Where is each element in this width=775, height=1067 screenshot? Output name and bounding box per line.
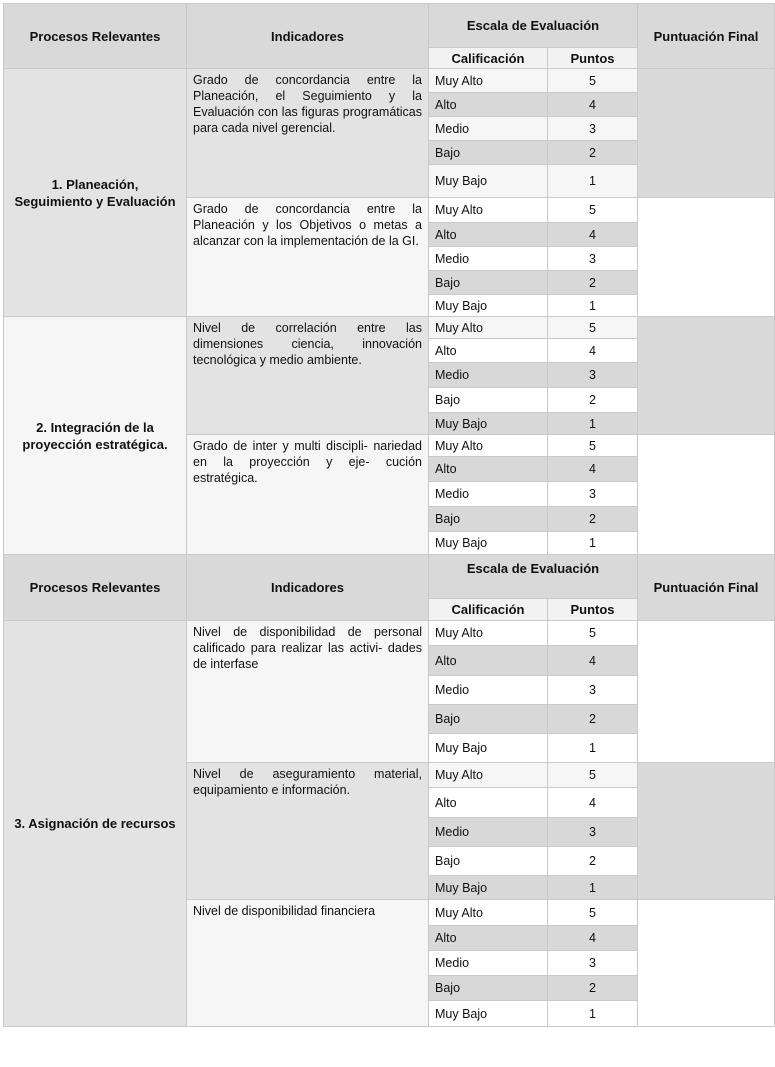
rating-points: 5 bbox=[548, 900, 638, 926]
header-calificacion-repeat: Calificación bbox=[429, 599, 548, 621]
rating-points: 5 bbox=[548, 198, 638, 223]
header-procesos: Procesos Relevantes bbox=[4, 4, 187, 69]
rating-points: 3 bbox=[548, 117, 638, 141]
indicator-text: Grado de concordancia entre la Planeación y los Objetivos o metas a alcanzar con la implementación de la GI. bbox=[187, 198, 429, 317]
rating-label: Muy Bajo bbox=[429, 734, 548, 763]
rating-label: Muy Bajo bbox=[429, 532, 548, 555]
indicator-text: Grado de inter y multi discipli- nariedad en la proyección y eje- cución estratégica. bbox=[187, 435, 429, 555]
rating-points: 2 bbox=[548, 507, 638, 532]
rating-points: 2 bbox=[548, 141, 638, 165]
final-score-cell[interactable] bbox=[638, 435, 775, 555]
rating-label: Muy Bajo bbox=[429, 1001, 548, 1027]
rating-label: Alto bbox=[429, 646, 548, 676]
rating-label: Alto bbox=[429, 788, 548, 818]
rating-points: 1 bbox=[548, 165, 638, 198]
rating-points: 4 bbox=[548, 457, 638, 482]
rating-label: Muy Bajo bbox=[429, 165, 548, 198]
rating-points: 3 bbox=[548, 818, 638, 847]
rating-label: Bajo bbox=[429, 271, 548, 295]
rating-label: Muy Bajo bbox=[429, 413, 548, 435]
evaluation-table bbox=[3, 3, 775, 1027]
rating-label: Alto bbox=[429, 457, 548, 482]
rating-points: 3 bbox=[548, 482, 638, 507]
rating-label: Muy Bajo bbox=[429, 295, 548, 317]
rating-label: Alto bbox=[429, 339, 548, 363]
rating-points: 5 bbox=[548, 317, 638, 339]
rating-points: 2 bbox=[548, 976, 638, 1001]
indicator-text: Nivel de disponibilidad financiera bbox=[187, 900, 429, 1027]
header-puntuacion: Puntuación Final bbox=[638, 4, 775, 69]
header-escala-repeat: Escala de Evaluación bbox=[429, 555, 638, 599]
rating-label: Medio bbox=[429, 247, 548, 271]
rating-label: Medio bbox=[429, 363, 548, 388]
rating-points: 3 bbox=[548, 676, 638, 705]
rating-label: Bajo bbox=[429, 847, 548, 876]
rating-points: 4 bbox=[548, 646, 638, 676]
rating-label: Medio bbox=[429, 951, 548, 976]
rating-label: Muy Alto bbox=[429, 621, 548, 646]
rating-points: 3 bbox=[548, 363, 638, 388]
rating-label: Muy Alto bbox=[429, 900, 548, 926]
indicator-text: Nivel de disponibilidad de personal calificado para realizar las activi- dades de interfase bbox=[187, 621, 429, 763]
rating-points: 4 bbox=[548, 93, 638, 117]
rating-points: 1 bbox=[548, 295, 638, 317]
rating-label: Muy Alto bbox=[429, 198, 548, 223]
header-puntos-repeat: Puntos bbox=[548, 599, 638, 621]
rating-label: Medio bbox=[429, 117, 548, 141]
rating-label: Medio bbox=[429, 818, 548, 847]
rating-label: Muy Alto bbox=[429, 317, 548, 339]
rating-points: 4 bbox=[548, 788, 638, 818]
rating-label: Alto bbox=[429, 926, 548, 951]
indicator-text: Nivel de correlación entre las dimensiones ciencia, innovación tecnológica y medio ambiente. bbox=[187, 317, 429, 435]
rating-points: 5 bbox=[548, 435, 638, 457]
process-2-label: 2. Integración de la proyección estratégica. bbox=[4, 317, 187, 555]
rating-points: 5 bbox=[548, 763, 638, 788]
rating-points: 5 bbox=[548, 69, 638, 93]
rating-label: Bajo bbox=[429, 705, 548, 734]
rating-label: Muy Bajo bbox=[429, 876, 548, 900]
rating-label: Bajo bbox=[429, 141, 548, 165]
rating-points: 4 bbox=[548, 339, 638, 363]
rating-label: Medio bbox=[429, 676, 548, 705]
rating-label: Muy Alto bbox=[429, 435, 548, 457]
final-score-cell[interactable] bbox=[638, 317, 775, 435]
rating-points: 1 bbox=[548, 876, 638, 900]
rating-points: 2 bbox=[548, 847, 638, 876]
header-escala: Escala de Evaluación bbox=[429, 4, 638, 48]
rating-points: 2 bbox=[548, 388, 638, 413]
rating-points: 3 bbox=[548, 247, 638, 271]
indicator-text: Grado de concordancia entre la Planeación, el Seguimiento y la Evaluación con las figuras programáticas para cada nivel gerencial. bbox=[187, 69, 429, 198]
final-score-cell[interactable] bbox=[638, 69, 775, 198]
rating-points: 5 bbox=[548, 621, 638, 646]
header-puntuacion-repeat: Puntuación Final bbox=[638, 555, 775, 621]
final-score-cell[interactable] bbox=[638, 763, 775, 900]
rating-label: Muy Alto bbox=[429, 763, 548, 788]
header-calificacion: Calificación bbox=[429, 48, 548, 69]
indicator-text: Nivel de aseguramiento material, equipamiento e información. bbox=[187, 763, 429, 900]
rating-points: 1 bbox=[548, 532, 638, 555]
process-1-label: 1. Planeación, Seguimiento y Evaluación bbox=[4, 69, 187, 317]
rating-label: Alto bbox=[429, 223, 548, 247]
rating-points: 4 bbox=[548, 926, 638, 951]
rating-label: Alto bbox=[429, 93, 548, 117]
rating-label: Bajo bbox=[429, 507, 548, 532]
rating-points: 1 bbox=[548, 1001, 638, 1027]
rating-label: Muy Alto bbox=[429, 69, 548, 93]
rating-points: 1 bbox=[548, 413, 638, 435]
rating-label: Bajo bbox=[429, 388, 548, 413]
rating-points: 2 bbox=[548, 271, 638, 295]
evaluation-table-container bbox=[3, 3, 774, 1027]
header-procesos-repeat: Procesos Relevantes bbox=[4, 555, 187, 621]
rating-label: Medio bbox=[429, 482, 548, 507]
rating-points: 2 bbox=[548, 705, 638, 734]
rating-points: 1 bbox=[548, 734, 638, 763]
rating-points: 4 bbox=[548, 223, 638, 247]
final-score-cell[interactable] bbox=[638, 900, 775, 1027]
header-indicadores: Indicadores bbox=[187, 4, 429, 69]
final-score-cell[interactable] bbox=[638, 198, 775, 317]
header-indicadores-repeat: Indicadores bbox=[187, 555, 429, 621]
final-score-cell[interactable] bbox=[638, 621, 775, 763]
header-puntos: Puntos bbox=[548, 48, 638, 69]
rating-label: Bajo bbox=[429, 976, 548, 1001]
rating-points: 3 bbox=[548, 951, 638, 976]
process-3-label: 3. Asignación de recursos bbox=[4, 621, 187, 1027]
